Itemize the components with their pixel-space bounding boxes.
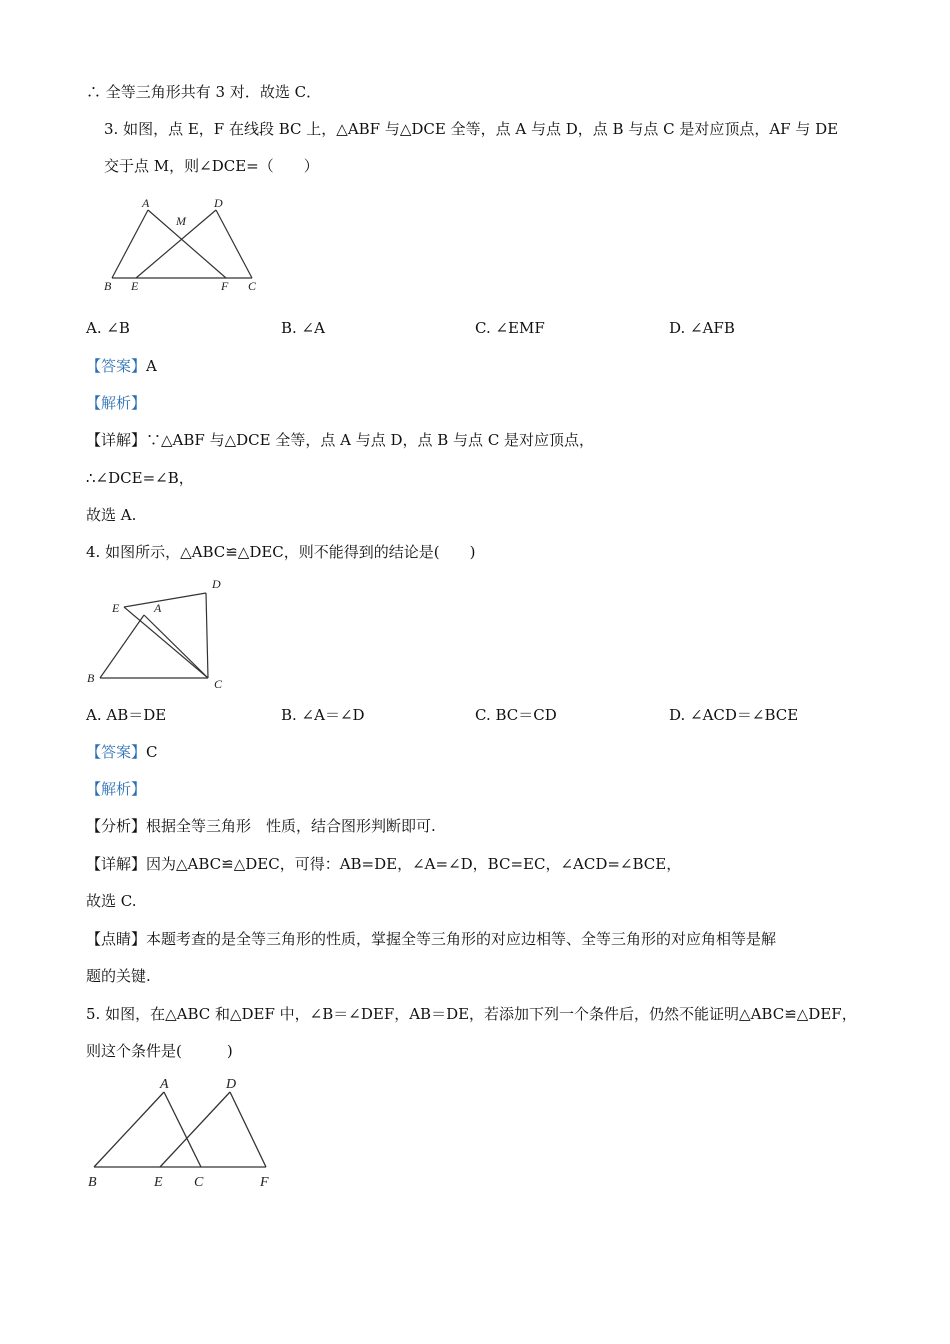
label-m: M bbox=[176, 214, 186, 228]
question-4-figure bbox=[84, 574, 234, 692]
question-4-detail: 【详解】因为△ABC≌△DEC，可得：AB=DE，∠A=∠D，BC=EC，∠ACD=∠BCE， bbox=[86, 855, 682, 873]
question-4-comment-line2: 题的关键. bbox=[86, 967, 151, 985]
question-5-stem-line1: 5. 如图，在△ABC 和△DEF 中，∠B＝∠DEF，AB＝DE，若添加下列一个条件后，仍然不能证明△ABC≌△DEF， bbox=[86, 1005, 857, 1023]
label-c: C bbox=[248, 279, 257, 293]
label-e: E bbox=[112, 601, 120, 615]
label-c: C bbox=[214, 677, 223, 691]
question-3-option-b: B. ∠A bbox=[281, 319, 325, 337]
answer-value: C bbox=[146, 743, 158, 761]
label-c: C bbox=[194, 1175, 204, 1190]
question-4-conclusion: 故选 C. bbox=[86, 892, 137, 910]
question-4-analysis: 【分析】根据全等三角形 性质，结合图形判断即可. bbox=[86, 817, 436, 835]
question-4-answer bbox=[86, 742, 158, 762]
label-e: E bbox=[154, 1175, 163, 1190]
question-3-option-a: A. ∠B bbox=[86, 319, 130, 337]
question-3-step: ∴∠DCE=∠B， bbox=[86, 469, 194, 487]
answer-value: A bbox=[146, 357, 157, 375]
answer-tag: 【答案】 bbox=[86, 743, 147, 761]
question-5-figure bbox=[84, 1072, 284, 1192]
question-3-analysis-tag: 【解析】 bbox=[86, 394, 147, 412]
question-3-stem-line2: 交于点 M，则∠DCE=（ ） bbox=[104, 157, 319, 175]
segment-ec bbox=[124, 607, 208, 678]
label-a: A bbox=[154, 601, 162, 615]
question-3-stem-line1: 3. 如图，点 E，F 在线段 BC 上，△ABF 与△DCE 全等，点 A 与点 D，点 B 与点 C 是对应顶点，AF 与 DE bbox=[104, 120, 839, 138]
question-4-analysis-tag: 【解析】 bbox=[86, 780, 147, 798]
question-4-option-a: A. AB＝DE bbox=[86, 706, 167, 724]
segment-ba bbox=[112, 210, 148, 278]
question-4-comment-line1: 【点睛】本题考查的是全等三角形的性质，掌握全等三角形的对应边相等、全等三角形的对应角相等是解 bbox=[86, 930, 777, 948]
segment-df bbox=[230, 1092, 266, 1167]
label-a: A bbox=[142, 196, 150, 210]
answer-tag: 【答案】 bbox=[86, 357, 147, 375]
label-b: B bbox=[88, 1175, 97, 1190]
segment-dc bbox=[206, 593, 208, 678]
question-5-stem-line2: 则这个条件是( ) bbox=[86, 1042, 233, 1060]
label-d: D bbox=[214, 196, 223, 210]
segment-ba bbox=[100, 615, 144, 678]
question-4-option-c: C. BC＝CD bbox=[475, 706, 557, 724]
label-d: D bbox=[212, 577, 221, 591]
question-3-conclusion: 故选 A. bbox=[86, 506, 137, 524]
label-e: E bbox=[131, 279, 139, 293]
label-b: B bbox=[104, 279, 112, 293]
question-4-option-b: B. ∠A＝∠D bbox=[281, 706, 365, 724]
segment-ed bbox=[124, 593, 206, 607]
label-d: D bbox=[226, 1077, 237, 1092]
question-3-option-d: D. ∠AFB bbox=[669, 319, 735, 337]
segment-ac bbox=[144, 615, 208, 678]
segment-cd bbox=[216, 210, 252, 278]
label-a: A bbox=[160, 1077, 169, 1092]
text-line: ∴ 全等三角形共有 3 对．故选 C． bbox=[86, 83, 322, 101]
question-4-option-d: D. ∠ACD＝∠BCE bbox=[669, 706, 799, 724]
segment-af bbox=[148, 210, 226, 278]
question-3-option-c: C. ∠EMF bbox=[475, 319, 545, 337]
label-f: F bbox=[221, 279, 229, 293]
question-4-stem: 4. 如图所示，△ABC≌△DEC，则不能得到的结论是( ) bbox=[86, 543, 476, 561]
question-3-figure bbox=[100, 195, 270, 295]
label-f: F bbox=[260, 1175, 269, 1190]
question-3-detail: 【详解】∵△ABF 与△DCE 全等，点 A 与点 D，点 B 与点 C 是对应顶点， bbox=[86, 431, 595, 449]
label-b: B bbox=[87, 671, 95, 685]
segment-ba bbox=[94, 1092, 164, 1167]
question-3-answer bbox=[86, 356, 157, 376]
